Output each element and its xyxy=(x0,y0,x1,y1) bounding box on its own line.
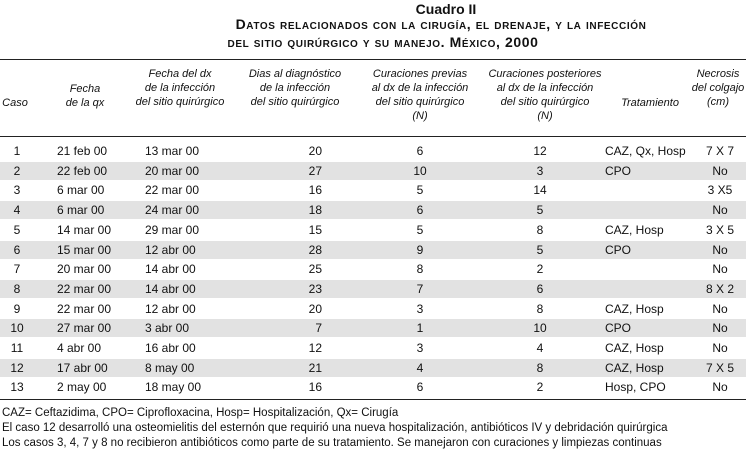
cell-curaciones-previas: 4 xyxy=(416,360,424,375)
cell-caso: 4 xyxy=(13,203,21,218)
table-notes xyxy=(2,406,667,451)
cell-caso: 10 xyxy=(10,321,24,336)
cell-fecha-dx: 18 may 00 xyxy=(145,380,202,395)
cell-dias: 20 xyxy=(308,144,322,158)
header-post xyxy=(480,67,610,123)
cell-fecha-qx: 22 mar 00 xyxy=(57,301,112,316)
top-rule xyxy=(0,59,746,60)
cell-necrosis: 3 X5 xyxy=(707,183,733,198)
cell-curaciones-previas: 3 xyxy=(416,341,424,355)
cell-dias: 18 xyxy=(308,203,322,218)
header-line: del sitio quirúrgico xyxy=(250,96,340,108)
note-case-12: El caso 12 desarrolló una osteomielitis del esternón que requirió una nueva hospitalización, antibióticos IV y debridación quirúrgica xyxy=(2,422,668,434)
cell-tratamiento: CAZ, Hosp xyxy=(605,222,664,237)
cell-tratamiento: CAZ, Hosp xyxy=(605,360,664,375)
header-line: Fecha del dx xyxy=(148,68,212,80)
cell-necrosis: 8 X 2 xyxy=(705,281,735,296)
cell-curaciones-posteriores: 3 xyxy=(536,163,544,178)
cell-curaciones-previas: 6 xyxy=(416,144,424,158)
header-necrosis xyxy=(690,67,746,109)
note-no-antibiotics: Los casos 3, 4, 7 y 8 no recibieron antibióticos como parte de su tratamiento. Se manejaron con curaciones y limpiezas continuas xyxy=(2,437,662,449)
cell-tratamiento: CAZ, Hosp xyxy=(605,301,664,316)
table-subtitle-line-1: Datos relacionados con la cirugía, el drenaje, y la infección xyxy=(235,16,647,32)
cell-fecha-qx: 22 mar 00 xyxy=(57,281,112,296)
cell-fecha-qx: 27 mar 00 xyxy=(57,321,112,336)
cell-curaciones-previas: 3 xyxy=(416,301,424,316)
cell-caso: 13 xyxy=(10,380,24,395)
table-subtitle-line-2: del sitio quirúrgico y su manejo. México, 2000 xyxy=(227,34,539,50)
table-row xyxy=(0,319,746,337)
cell-curaciones-posteriores: 10 xyxy=(533,321,547,336)
header-fecha-qx xyxy=(55,82,115,110)
cell-caso: 1 xyxy=(13,144,21,158)
cell-fecha-qx: 21 feb 00 xyxy=(57,144,108,158)
table-title: Cuadro II xyxy=(415,1,477,17)
header-tratamiento xyxy=(610,96,690,110)
cell-fecha-dx: 3 abr 00 xyxy=(145,321,190,336)
cell-fecha-qx: 17 abr 00 xyxy=(57,360,108,375)
table-row xyxy=(0,359,746,377)
cell-caso: 11 xyxy=(10,341,24,355)
cell-tratamiento: CPO xyxy=(605,163,632,178)
cell-necrosis: No xyxy=(712,163,728,178)
header-line: (N) xyxy=(537,110,553,122)
cell-necrosis: No xyxy=(712,380,728,395)
cell-necrosis: No xyxy=(712,341,728,355)
cell-dias: 20 xyxy=(308,301,322,316)
cell-dias: 15 xyxy=(308,222,322,237)
cell-fecha-qx: 6 mar 00 xyxy=(57,183,105,198)
cell-necrosis: No xyxy=(712,262,728,277)
table-row xyxy=(0,260,746,278)
header-line: Fecha xyxy=(69,83,101,95)
header-rule xyxy=(0,136,746,137)
cell-fecha-dx: 14 abr 00 xyxy=(145,262,196,277)
cell-curaciones-posteriores: 2 xyxy=(536,380,544,395)
cell-fecha-qx: 4 abr 00 xyxy=(57,341,102,355)
cell-tratamiento: CAZ, Hosp xyxy=(605,341,664,355)
cell-necrosis: 7 X 5 xyxy=(705,360,735,375)
cell-dias: 12 xyxy=(308,341,322,355)
cell-curaciones-previas: 9 xyxy=(416,242,424,257)
cell-fecha-dx: 12 abr 00 xyxy=(145,242,196,257)
cell-curaciones-previas: 8 xyxy=(416,262,424,277)
header-line: al dx de la infección xyxy=(496,82,594,94)
table-row xyxy=(0,300,746,318)
cell-fecha-qx: 6 mar 00 xyxy=(57,203,105,218)
table-row xyxy=(0,142,746,160)
cell-dias: 16 xyxy=(308,380,322,395)
cell-fecha-dx: 24 mar 00 xyxy=(145,203,200,218)
header-line: Necrosis xyxy=(696,68,740,80)
header-line: de la infección xyxy=(144,82,216,94)
cell-curaciones-previas: 1 xyxy=(416,321,424,336)
header-line: del sitio quirúrgico xyxy=(375,96,465,108)
cell-curaciones-posteriores: 8 xyxy=(536,301,544,316)
cell-fecha-dx: 22 mar 00 xyxy=(145,183,200,198)
cell-caso: 3 xyxy=(13,183,21,198)
cell-curaciones-previas: 6 xyxy=(416,203,424,218)
cell-necrosis: No xyxy=(712,301,728,316)
cell-fecha-dx: 16 abr 00 xyxy=(145,341,196,355)
cell-curaciones-previas: 5 xyxy=(416,183,424,198)
table-row xyxy=(0,221,746,239)
cell-dias: 21 xyxy=(308,360,322,375)
header-line: del sitio quirúrgico xyxy=(500,96,590,108)
header-line: al dx de la infección xyxy=(371,82,469,94)
cell-tratamiento: Hosp, CPO xyxy=(605,380,666,395)
cell-fecha-dx: 8 may 00 xyxy=(145,360,195,375)
cell-curaciones-previas: 10 xyxy=(413,163,427,178)
cell-dias: 16 xyxy=(308,183,322,198)
header-line: de la qx xyxy=(65,97,105,109)
table-row xyxy=(0,241,746,259)
cell-caso: 2 xyxy=(13,163,21,178)
header-dias xyxy=(235,67,355,109)
header-caso xyxy=(0,96,30,110)
cell-fecha-dx: 29 mar 00 xyxy=(145,222,200,237)
header-line: Tratamiento xyxy=(621,97,679,109)
cell-caso: 9 xyxy=(13,301,21,316)
cell-fecha-dx: 14 abr 00 xyxy=(145,281,196,296)
cell-fecha-dx: 13 mar 00 xyxy=(145,144,200,158)
header-line: del colgajo xyxy=(691,82,745,94)
table-row xyxy=(0,378,746,396)
table-row xyxy=(0,181,746,199)
table-row xyxy=(0,339,746,357)
cell-curaciones-previas: 7 xyxy=(416,281,424,296)
header-line: Dias al diagnóstico xyxy=(248,68,342,80)
table-row xyxy=(0,201,746,219)
header-line: del sitio quirúrgico xyxy=(135,96,225,108)
header-prev xyxy=(355,67,485,123)
cell-tratamiento: CPO xyxy=(605,242,632,257)
cell-fecha-qx: 15 mar 00 xyxy=(57,242,112,257)
cell-fecha-dx: 12 abr 00 xyxy=(145,301,196,316)
cell-curaciones-posteriores: 5 xyxy=(536,242,544,257)
cell-fecha-qx: 2 may 00 xyxy=(57,380,107,395)
note-abbreviations: CAZ= Ceftazidima, CPO= Ciprofloxacina, Hosp= Hospitalización, Qx= Cirugía xyxy=(2,407,399,419)
header-line: Curaciones posteriores xyxy=(488,68,602,80)
cell-curaciones-previas: 5 xyxy=(416,222,424,237)
cell-tratamiento: CPO xyxy=(605,321,632,336)
cell-curaciones-previas: 6 xyxy=(416,380,424,395)
cell-caso: 5 xyxy=(13,222,21,237)
header-line: (N) xyxy=(412,110,428,122)
bottom-rule xyxy=(0,399,746,400)
cell-fecha-qx: 14 mar 00 xyxy=(57,222,112,237)
cell-necrosis: No xyxy=(712,321,728,336)
cell-tratamiento: CAZ, Qx, Hosp xyxy=(605,144,686,158)
cell-caso: 6 xyxy=(13,242,21,257)
header-line: (cm) xyxy=(707,96,729,108)
cell-dias: 27 xyxy=(308,163,322,178)
cell-necrosis: 7 X 7 xyxy=(705,144,735,158)
cell-curaciones-posteriores: 12 xyxy=(533,144,547,158)
cell-necrosis: No xyxy=(712,203,728,218)
header-line: Caso xyxy=(2,97,28,109)
cell-curaciones-posteriores: 14 xyxy=(533,183,547,198)
cell-dias: 28 xyxy=(308,242,322,257)
cell-caso: 8 xyxy=(13,281,21,296)
cell-fecha-dx: 20 mar 00 xyxy=(145,163,200,178)
cell-curaciones-posteriores: 6 xyxy=(536,281,544,296)
cell-curaciones-posteriores: 8 xyxy=(536,360,544,375)
header-line: Curaciones previas xyxy=(372,68,468,80)
cell-caso: 12 xyxy=(10,360,24,375)
header-line: de la infección xyxy=(259,82,331,94)
cell-dias: 25 xyxy=(308,262,322,277)
cell-dias: 7 xyxy=(315,321,322,336)
cell-curaciones-posteriores: 8 xyxy=(536,222,544,237)
header-fecha-dx xyxy=(125,67,235,109)
cell-necrosis: No xyxy=(712,242,728,257)
cell-curaciones-posteriores: 4 xyxy=(536,341,544,355)
cell-curaciones-posteriores: 2 xyxy=(536,262,544,277)
cell-necrosis: 3 X 5 xyxy=(705,222,735,237)
cell-curaciones-posteriores: 5 xyxy=(536,203,544,218)
cell-dias: 23 xyxy=(308,281,322,296)
table-row xyxy=(0,280,746,298)
cell-caso: 7 xyxy=(13,262,21,277)
cell-fecha-qx: 20 mar 00 xyxy=(57,262,112,277)
cell-fecha-qx: 22 feb 00 xyxy=(57,163,108,178)
table-row xyxy=(0,162,746,180)
